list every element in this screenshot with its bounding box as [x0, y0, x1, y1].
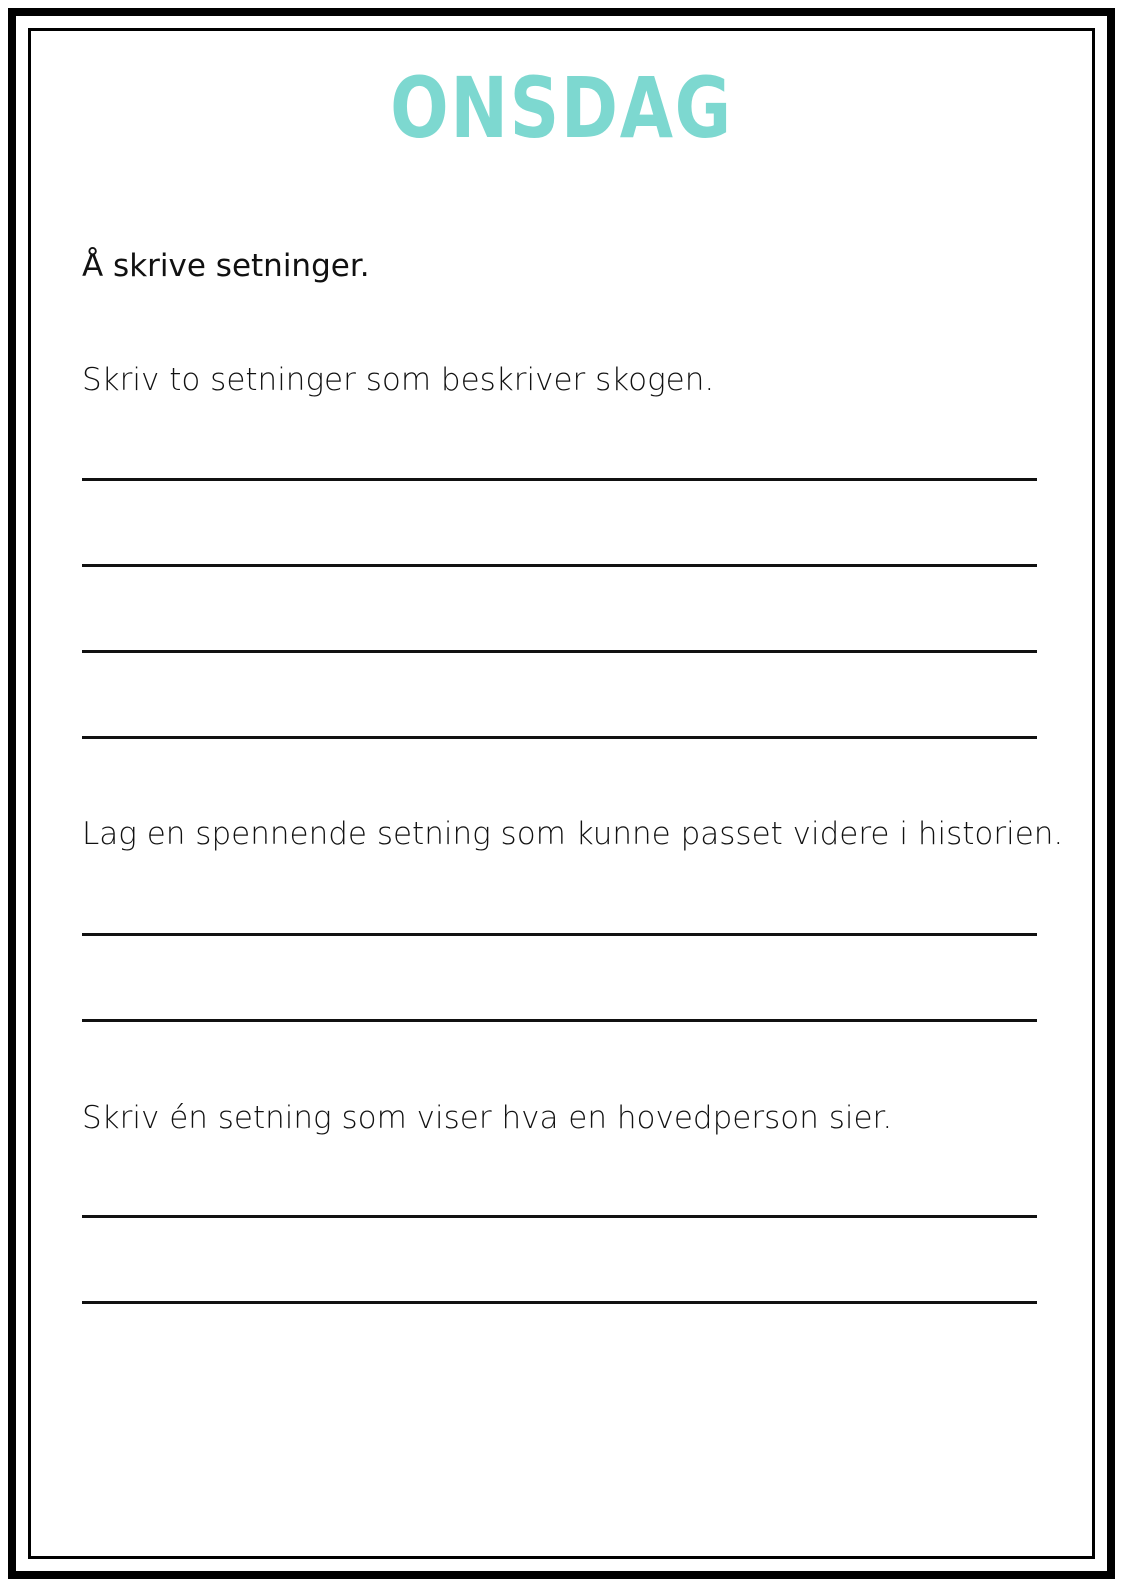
page-title: ONSDAG: [390, 59, 733, 157]
answer-line: [82, 1215, 1037, 1218]
prompt-2: Lag en spennende setning som kunne passet videre i historien.: [82, 816, 1064, 852]
answer-line: [82, 1019, 1037, 1022]
answer-line: [82, 478, 1037, 481]
prompt-1: Skriv to setninger som beskriver skogen.: [82, 362, 715, 398]
answer-line: [82, 650, 1037, 653]
answer-line: [82, 933, 1037, 936]
prompt-3: Skriv én setning som viser hva en hovedperson sier.: [82, 1100, 893, 1136]
section-heading: Å skrive setninger.: [82, 248, 370, 284]
answer-line: [82, 564, 1037, 567]
page-border-outer: [8, 8, 1115, 1579]
answer-line: [82, 1301, 1037, 1304]
answer-line: [82, 736, 1037, 739]
